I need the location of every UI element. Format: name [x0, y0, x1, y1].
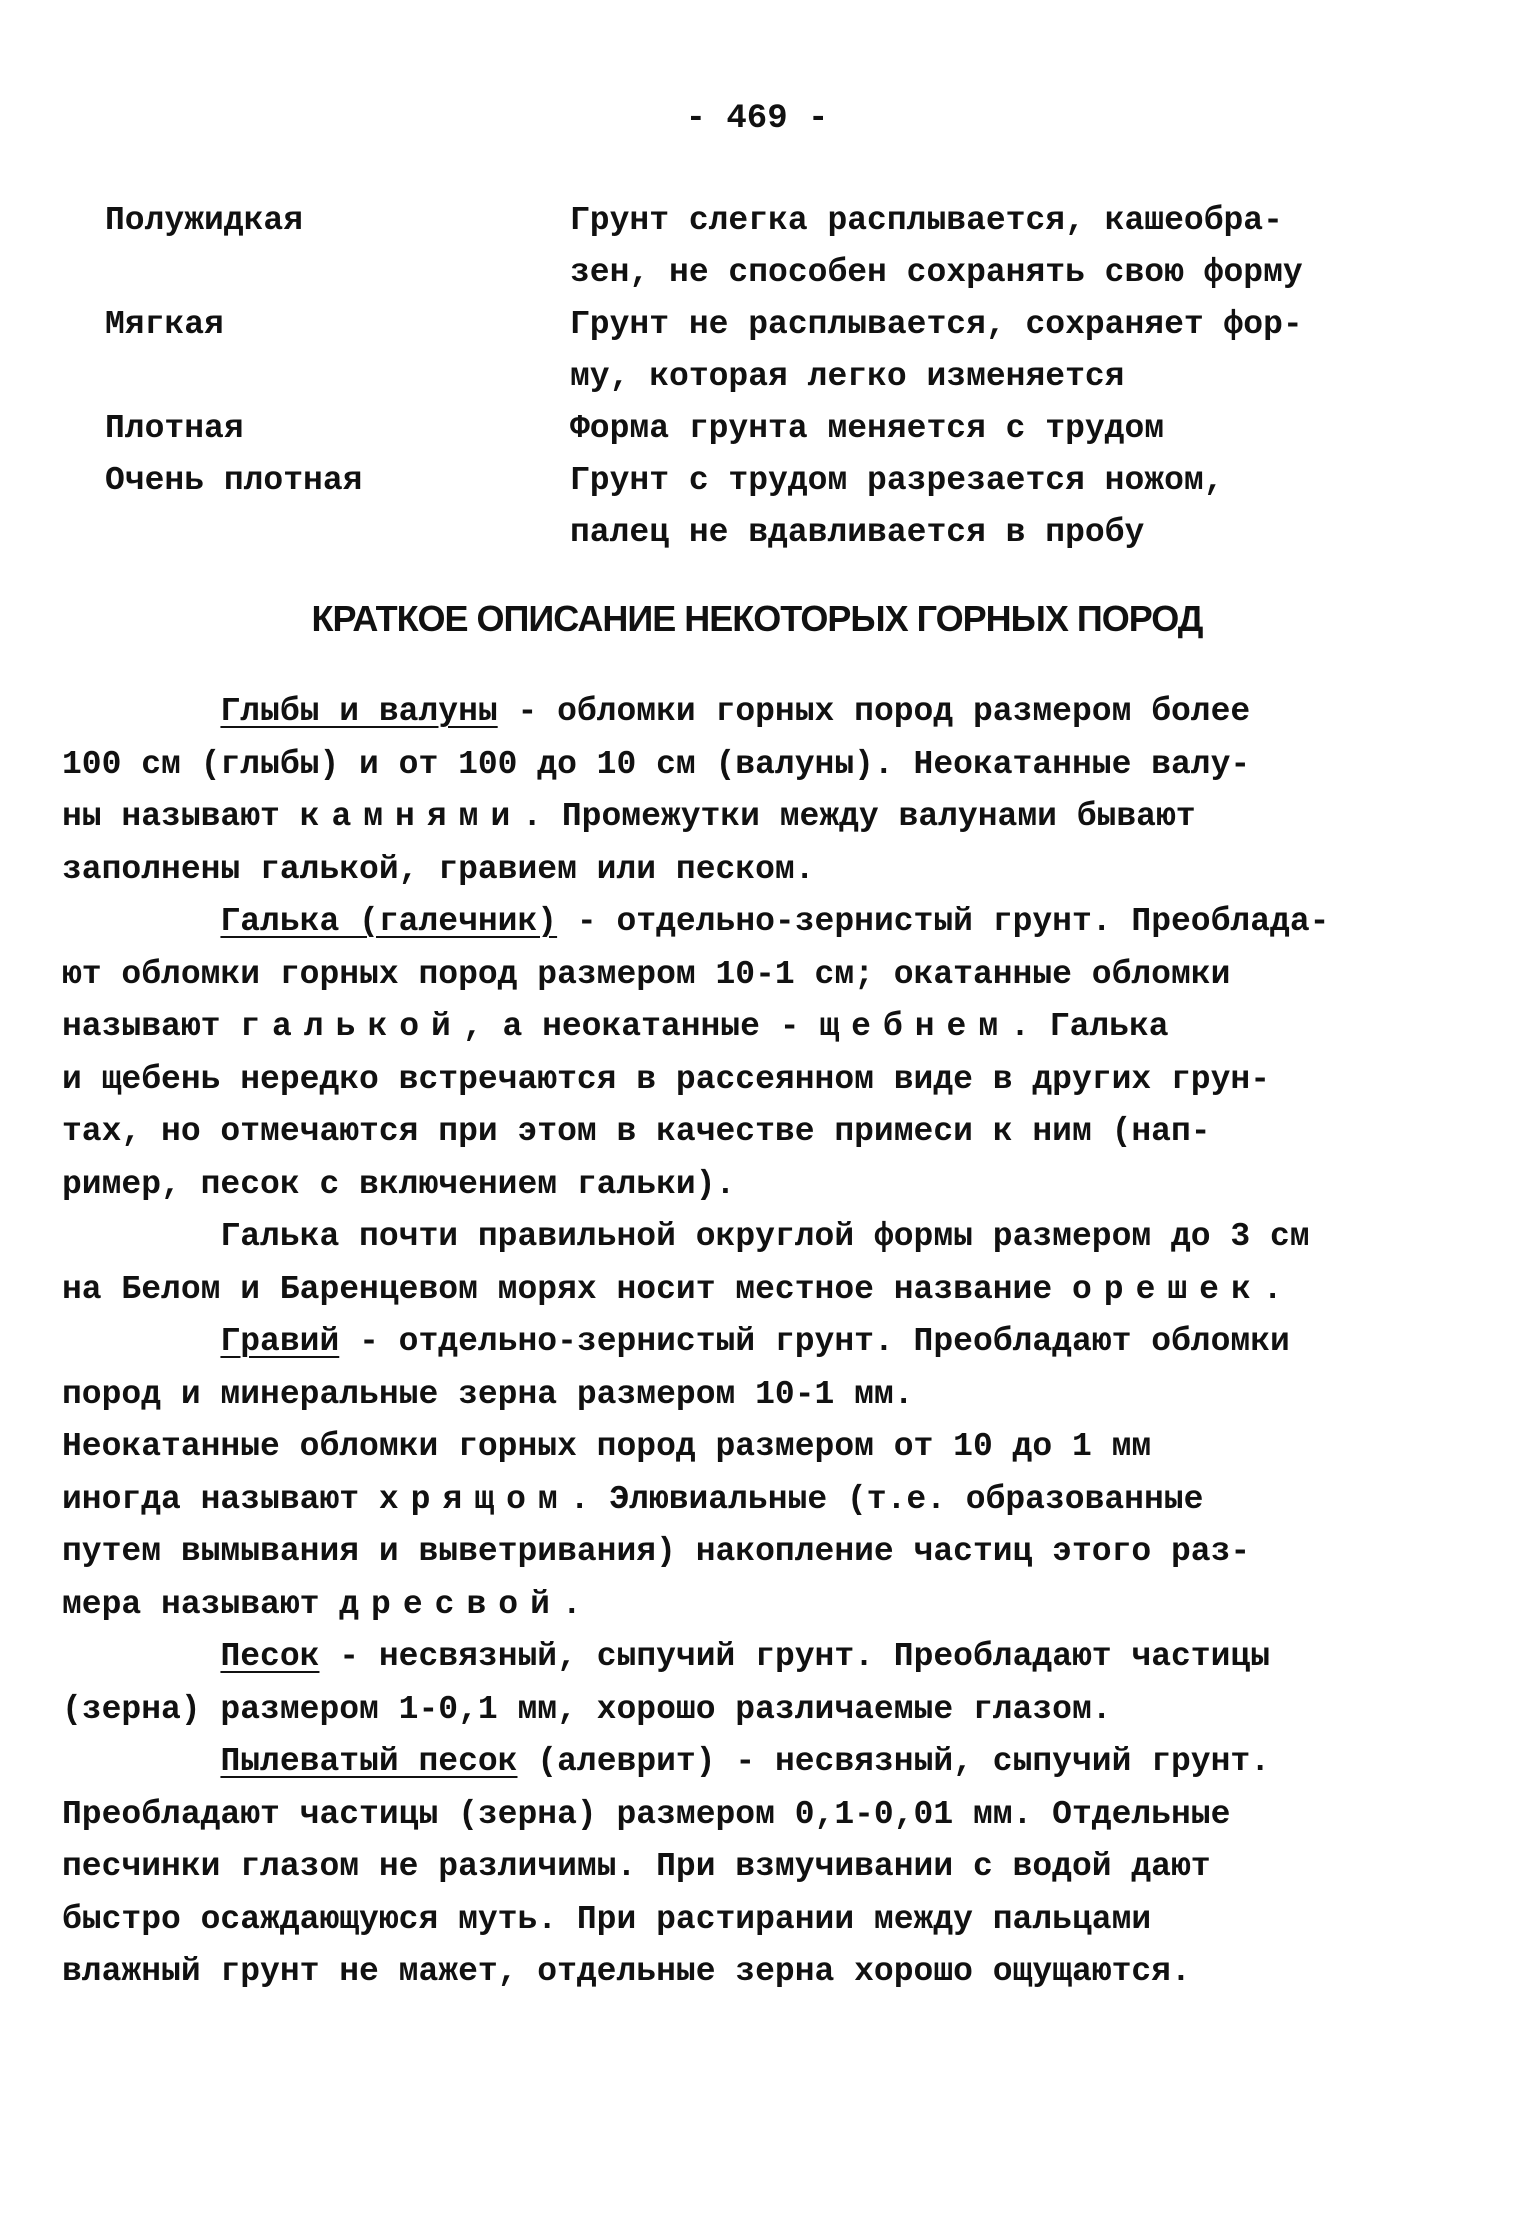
text-fragment: .: [561, 1585, 582, 1623]
text-fragment: - отдельно-зернистый грунт. Преоблада-: [557, 903, 1330, 940]
text-fragment: ны называют: [62, 798, 300, 835]
text-line: [62, 1264, 1462, 1317]
definition-term: Полужидкая: [105, 202, 304, 239]
definition-term: Очень плотная: [105, 462, 363, 499]
text-fragment: - отдельно-зернистый грунт. Преобладают обломки: [339, 1323, 1290, 1360]
text-line: [62, 791, 1462, 844]
definition-term: Мягкая: [105, 306, 224, 343]
definition-line: Грунт слегка расплывается, кашеобра-: [570, 202, 1283, 239]
term-underlined: Песок: [220, 1638, 320, 1675]
text-fragment: (алеврит) - несвязный, сыпучий грунт.: [517, 1743, 1271, 1780]
definition-line: Грунт с трудом разрезается ножом,: [570, 462, 1224, 499]
text-line: [62, 1474, 1462, 1527]
spaced-term: галькой: [240, 1008, 463, 1045]
text-line: песчинки глазом не различимы. При взмучивании с водой дают: [62, 1848, 1211, 1885]
section-title: КРАТКОЕ ОПИСАНИЕ НЕКОТОРЫХ ГОРНЫХ ПОРОД: [311, 598, 1203, 639]
spaced-term: хрящом: [378, 1480, 570, 1518]
definition-line: Форма грунта меняется с трудом: [570, 410, 1165, 447]
text-line: [62, 1316, 1462, 1369]
text-fragment: .: [1262, 1270, 1283, 1308]
spaced-term: орешек: [1071, 1270, 1263, 1308]
text-line: [62, 896, 1462, 949]
text-line: [62, 1211, 1462, 1264]
page-number: - 469 -: [685, 100, 829, 138]
text-fragment: . Промежутки между валунами бывают: [522, 798, 1196, 835]
spaced-term: дресвой: [339, 1585, 562, 1623]
text-line: [62, 1579, 1462, 1632]
text-fragment: - обломки горных пород размером более: [497, 693, 1251, 730]
text-line: пород и минеральные зерна размером 10-1 мм.: [62, 1375, 914, 1413]
consistency-definitions: [105, 195, 1405, 559]
text-line: влажный грунт не мажет, отдельные зерна хорошо ощущаются.: [62, 1953, 1191, 1990]
text-line: [62, 1631, 1462, 1684]
body-text: [62, 686, 1462, 1999]
term-underlined: Галька (галечник): [220, 903, 558, 940]
text-fragment: на Белом и Баренцевом морях носит местное название: [62, 1270, 1072, 1308]
definition-description: [570, 403, 1405, 455]
text-line: ют обломки горных пород размером 10-1 см; окатанные обломки: [62, 955, 1231, 993]
term-underlined: Пылеватый песок: [220, 1743, 518, 1780]
text-line: путем вымывания и выветривания) накопление частиц этого раз-: [62, 1533, 1251, 1570]
text-line: тах, но отмечаются при этом в качестве примеси к ним (нап-: [62, 1113, 1211, 1150]
text-line: заполнены галькой, гравием или песком.: [62, 850, 815, 888]
text-fragment: . Галька: [1010, 1008, 1169, 1045]
definition-row: [105, 455, 1405, 559]
text-fragment: называют: [62, 1008, 241, 1045]
definition-row: [105, 195, 1405, 299]
text-fragment: Галька почти правильной округлой формы размером до 3 см: [220, 1218, 1310, 1255]
text-line: [62, 1001, 1462, 1054]
definition-description: [570, 195, 1405, 299]
definition-description: [570, 299, 1405, 403]
definition-line: зен, не способен сохранять свою форму: [570, 254, 1303, 291]
text-line: (зерна) размером 1-0,1 мм, хорошо различаемые глазом.: [62, 1690, 1112, 1728]
text-line: Преобладают частицы (зерна) размером 0,1-0,01 мм. Отдельные: [62, 1795, 1231, 1833]
text-line: [62, 686, 1462, 739]
definition-row: [105, 299, 1405, 403]
text-line: ример, песок с включением гальки).: [62, 1165, 736, 1203]
text-fragment: , а неокатанные -: [462, 1008, 820, 1045]
text-fragment: мера называют: [62, 1585, 340, 1623]
text-fragment: иногда называют: [62, 1480, 379, 1518]
definition-row: [105, 403, 1405, 455]
spaced-term: камнями: [299, 798, 523, 835]
spaced-term: щебнем: [819, 1008, 1011, 1045]
definition-line: палец не вдавливается в пробу: [570, 514, 1145, 551]
definition-description: [570, 455, 1405, 559]
term-underlined: Глыбы и валуны: [220, 693, 498, 730]
text-line: быстро осаждающуюся муть. При растирании между пальцами: [62, 1900, 1152, 1938]
text-fragment: . Элювиальные (т.е. образованные: [569, 1480, 1204, 1518]
definition-line: му, которая легко изменяется: [570, 358, 1125, 395]
term-underlined: Гравий: [220, 1323, 340, 1360]
text-line: 100 см (глыбы) и от 100 до 10 см (валуны). Неокатанные валу-: [62, 745, 1251, 783]
text-fragment: - несвязный, сыпучий грунт. Преобладают частицы: [319, 1638, 1271, 1675]
definition-term: Плотная: [105, 410, 244, 447]
text-line: и щебень нередко встречаются в рассеянном виде в других грун-: [62, 1060, 1270, 1098]
definition-line: Грунт не расплывается, сохраняет фор-: [570, 306, 1303, 343]
text-line: [62, 1736, 1462, 1789]
text-line: Неокатанные обломки горных пород размером от 10 до 1 мм: [62, 1428, 1152, 1465]
